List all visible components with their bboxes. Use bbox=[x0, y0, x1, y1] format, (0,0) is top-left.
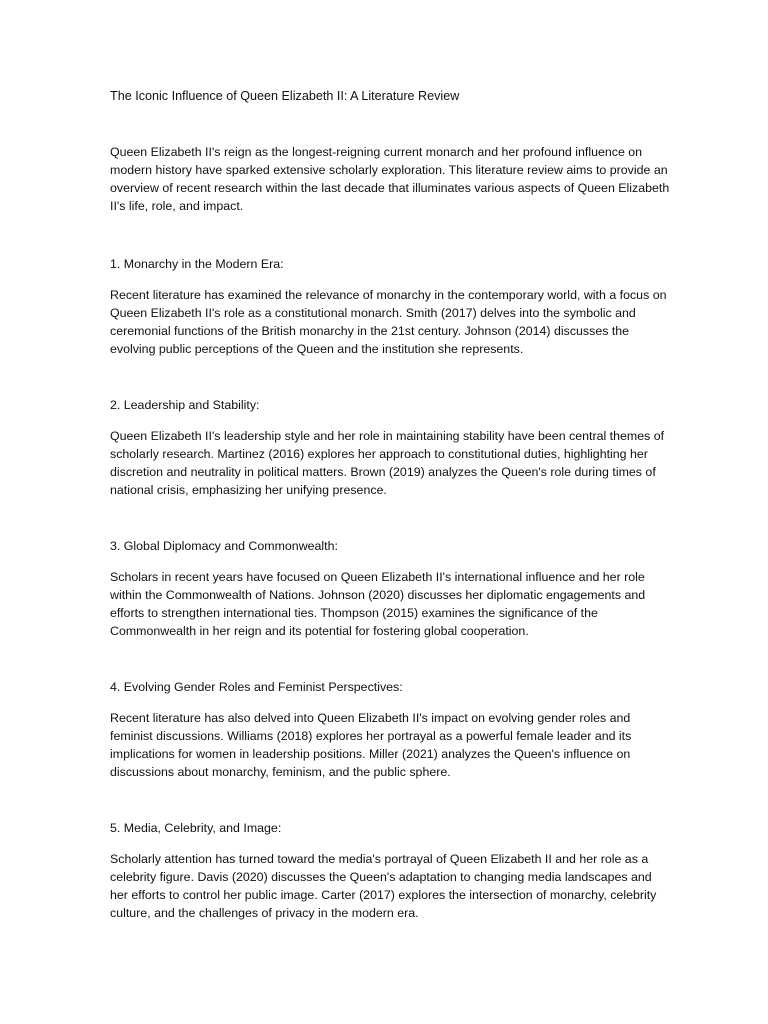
section-heading: 5. Media, Celebrity, and Image: bbox=[110, 821, 282, 835]
section-body: Scholarly attention has turned toward the media's portrayal of Queen Elizabeth II and her role as a celebrity figure. Davis (2020) discusses the Queen's adaptation to changing media landscapes and her efforts to control her public image. Carter (2017) explores the intersection of monarchy, celebrity culture, and the challenges of privacy in the modern era. bbox=[110, 852, 657, 920]
document-page bbox=[110, 88, 670, 960]
section-leadership-stability bbox=[110, 396, 670, 499]
section-heading: 4. Evolving Gender Roles and Feminist Perspectives: bbox=[110, 680, 403, 694]
section-heading: 2. Leadership and Stability: bbox=[110, 398, 260, 412]
section-body: Queen Elizabeth II's leadership style and her role in maintaining stability have been central themes of scholarly research. Martinez (2016) explores her approach to constitutional duties, highlighting her discretion and neutrality in political matters. Brown (2019) analyzes the Queen's role during times of national crisis, emphasizing her unifying presence. bbox=[110, 429, 665, 497]
section-body: Recent literature has examined the relevance of monarchy in the contemporary world, with a focus on Queen Elizabeth II's role as a constitutional monarch. Smith (2017) delves into the symbolic and ceremonial functions of the British monarchy in the 21st century. Johnson (2014) discusses the evolving public perceptions of the Queen and the institution she represents. bbox=[110, 288, 667, 356]
section-heading: 1. Monarchy in the Modern Era: bbox=[110, 257, 284, 271]
section-gender-roles bbox=[110, 678, 670, 781]
section-global-diplomacy bbox=[110, 537, 670, 640]
document-title: The Iconic Influence of Queen Elizabeth II: A Literature Review bbox=[110, 89, 460, 103]
section-monarchy-modern-era bbox=[110, 255, 670, 358]
section-body: Recent literature has also delved into Queen Elizabeth II's impact on evolving gender roles and feminist discussions. Williams (2018) explores her portrayal as a powerful female leader and its implications for women in leadership positions. Miller (2021) analyzes the Queen's influence on discussions about monarchy, feminism, and the public sphere. bbox=[110, 711, 632, 779]
section-heading: 3. Global Diplomacy and Commonwealth: bbox=[110, 539, 338, 553]
section-media-celebrity bbox=[110, 819, 670, 922]
section-body: Scholars in recent years have focused on Queen Elizabeth II's international influence and her role within the Commonwealth of Nations. Johnson (2020) discusses her diplomatic engagements and efforts to strengthen international ties. Thompson (2015) examines the significance of the Commonwealth in her reign and its potential for fostering global cooperation. bbox=[110, 570, 646, 638]
intro-paragraph: Queen Elizabeth II's reign as the longest-reigning current monarch and her profound influence on modern history have sparked extensive scholarly exploration. This literature review aims to provide an overview of recent research within the last decade that illuminates various aspects of Queen Elizabeth II's life, role, and impact. bbox=[110, 145, 670, 213]
